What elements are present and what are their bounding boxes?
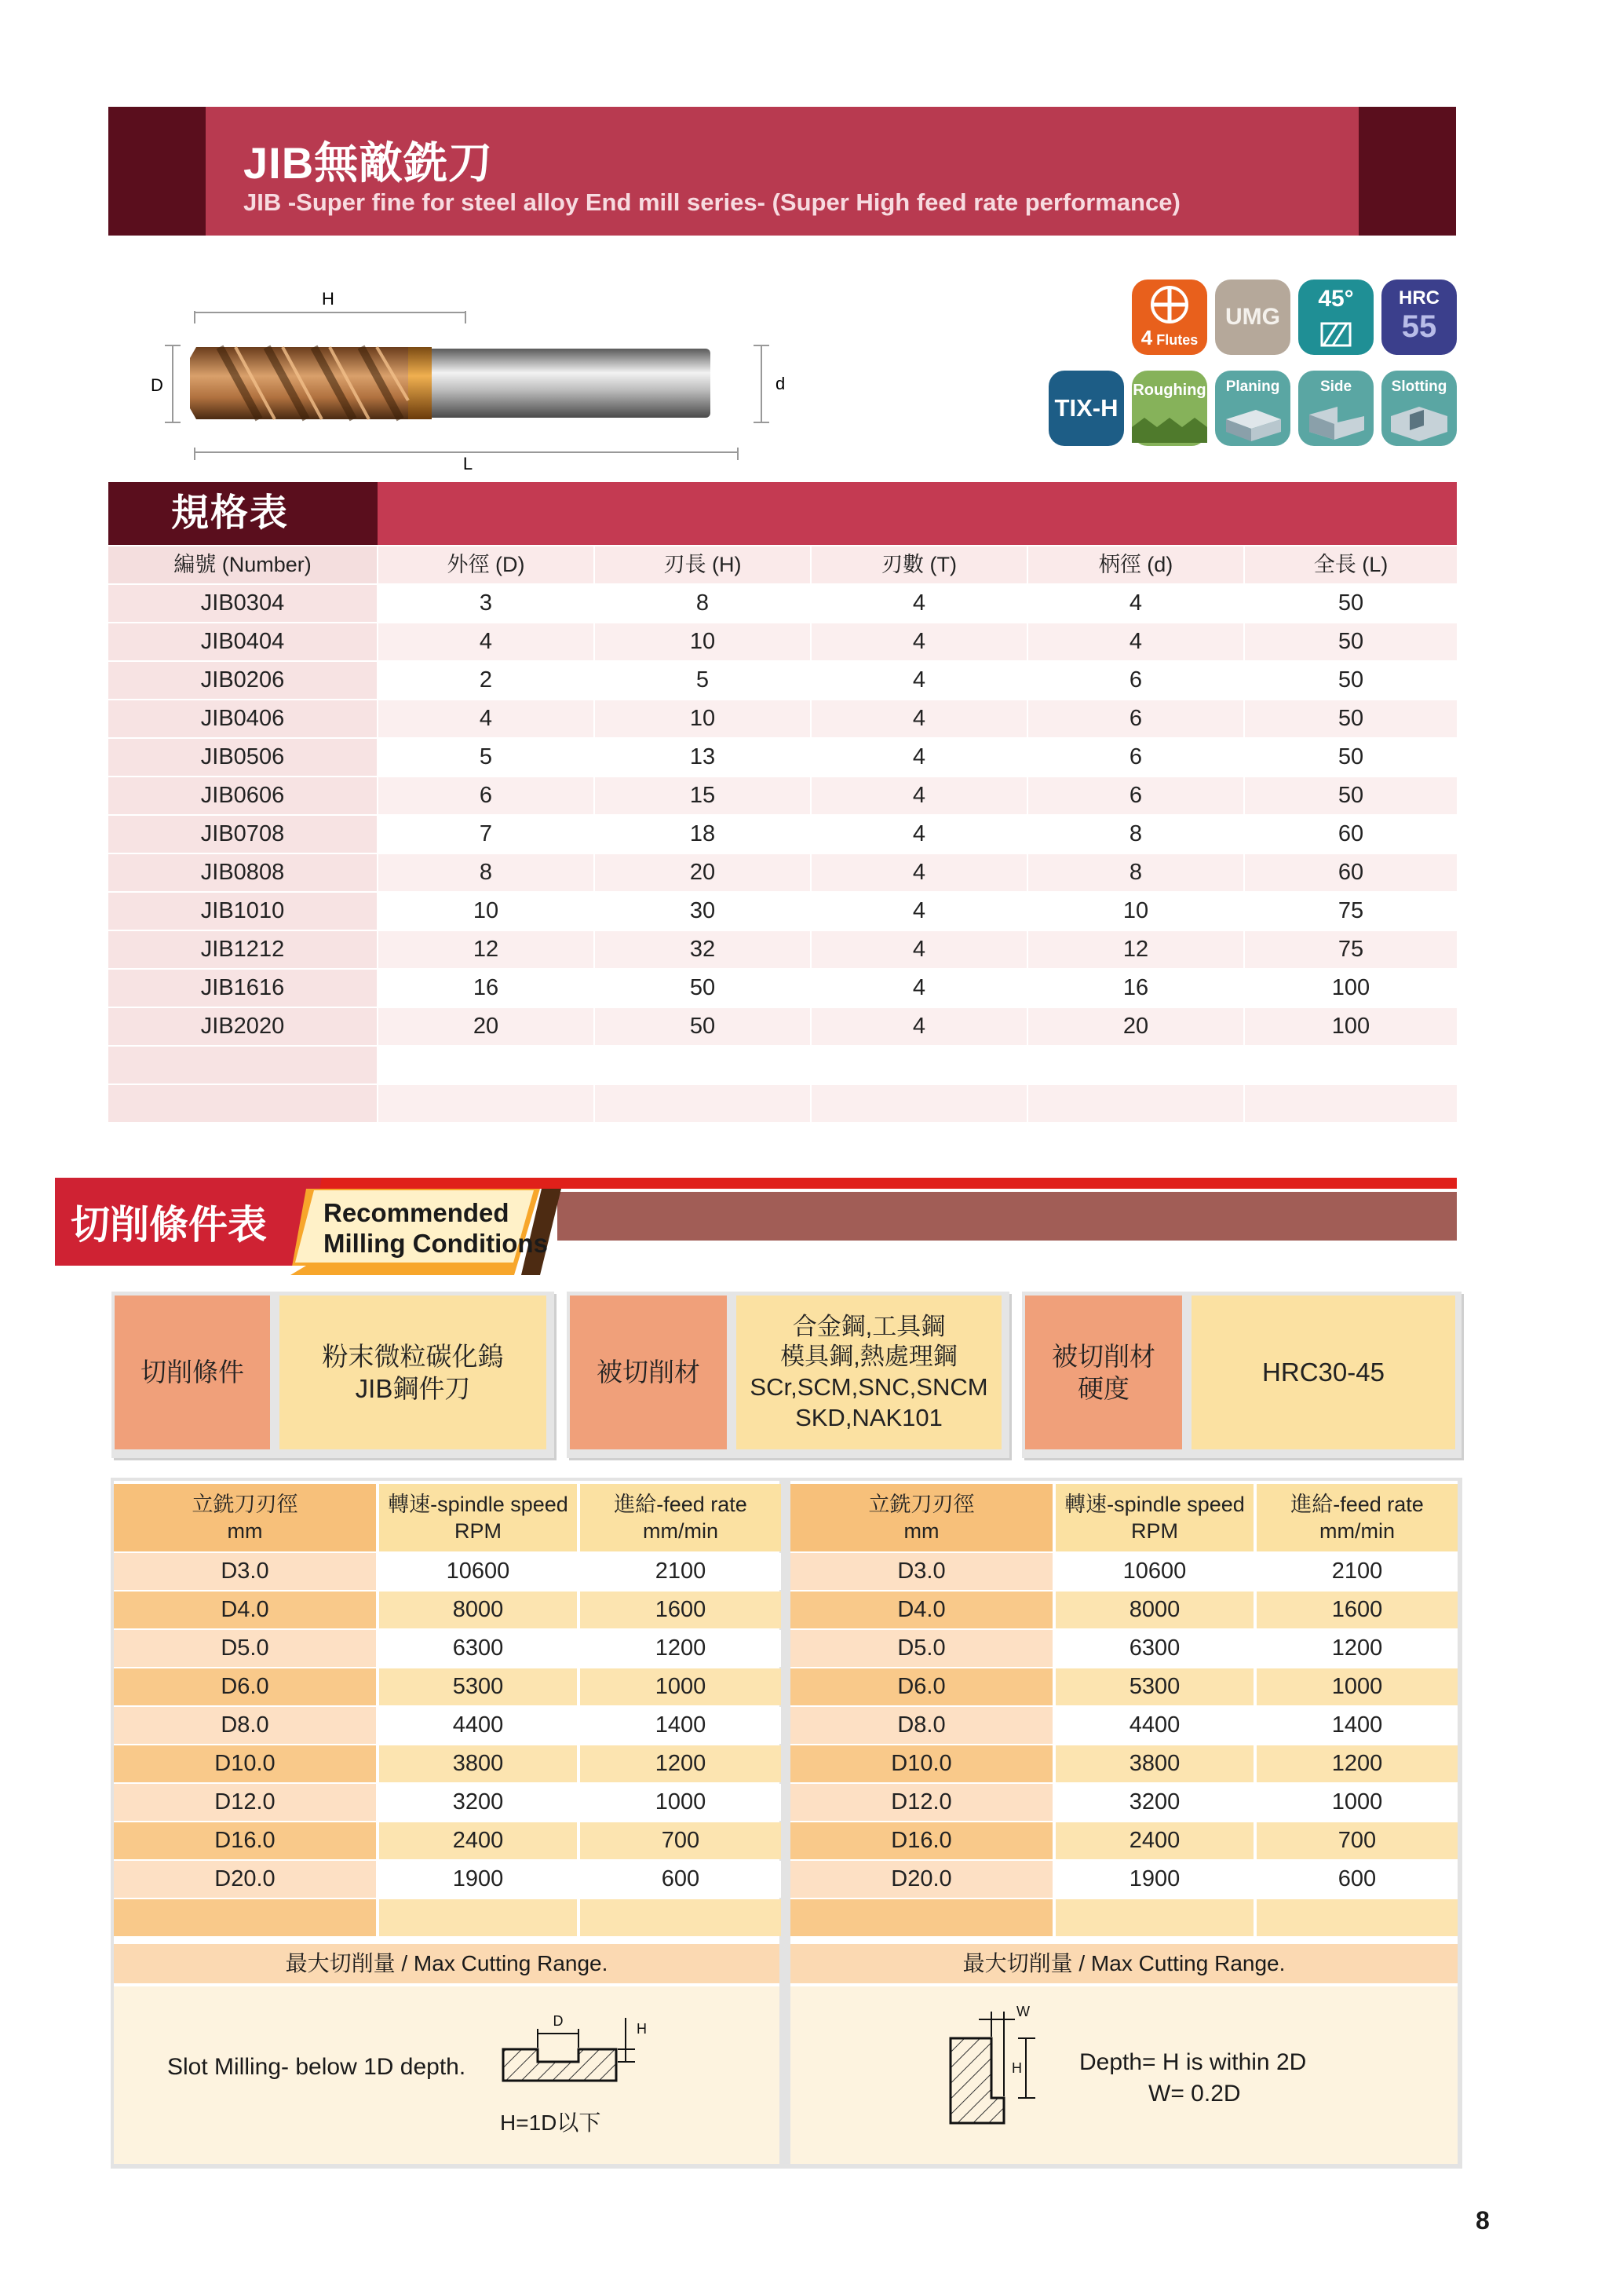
material-line-1: 合金鋼,工具鋼 bbox=[792, 1312, 946, 1340]
cutting-value-cell: 1200 bbox=[1257, 1745, 1458, 1782]
spec-value-cell: 50 bbox=[595, 1008, 810, 1045]
cutting-table-row bbox=[114, 1668, 779, 1705]
cutting-value-cell: 1600 bbox=[580, 1592, 781, 1628]
cutting-diameter-cell: D8.0 bbox=[790, 1707, 1053, 1744]
spec-value-cell: 50 bbox=[1245, 662, 1457, 699]
spec-value-cell: 13 bbox=[595, 739, 810, 776]
milling-title-cn: 切削條件表 bbox=[71, 1202, 267, 1248]
spec-value-cell: 20 bbox=[378, 1008, 593, 1045]
material-label-box bbox=[570, 1296, 727, 1449]
spec-value-cell: 6 bbox=[1028, 777, 1243, 814]
cutting-value-cell: 1200 bbox=[580, 1630, 781, 1667]
spec-value-cell: 75 bbox=[1245, 893, 1457, 930]
header-right-cap bbox=[1359, 107, 1456, 236]
spec-value-cell: 8 bbox=[1028, 816, 1243, 853]
side-depth-text: Depth= H is within 2D bbox=[1079, 2049, 1307, 2075]
page-number: 8 bbox=[1476, 2206, 1490, 2235]
cutting-table-row bbox=[114, 1707, 779, 1744]
flutes-label: Flutes bbox=[1156, 332, 1199, 348]
cutting-value-cell: 1000 bbox=[580, 1668, 781, 1705]
header-left-cap bbox=[108, 107, 206, 236]
side-width-text: W= 0.2D bbox=[1148, 2081, 1241, 2107]
cutting-value-cell: 8000 bbox=[1056, 1592, 1254, 1628]
planing-icon bbox=[1215, 371, 1290, 446]
spec-number-cell: JIB1616 bbox=[108, 970, 377, 1007]
spec-value-cell bbox=[1028, 1085, 1243, 1122]
spec-value-cell: 10 bbox=[595, 623, 810, 660]
spec-value-cell: 4 bbox=[812, 816, 1027, 853]
cutting-col-header-line: 轉速-spindle speed bbox=[388, 1493, 568, 1516]
spec-value-cell bbox=[1245, 1085, 1457, 1122]
cutting-table-row bbox=[790, 1899, 1456, 1936]
page-subtitle: JIB -Super fine for steel alloy End mill series- (Super High feed rate performance) bbox=[243, 188, 1181, 216]
cutting-diameter-cell: D4.0 bbox=[790, 1592, 1053, 1628]
spec-value-cell: 50 bbox=[1245, 585, 1457, 622]
spec-table-row bbox=[108, 893, 1457, 930]
spec-value-cell: 8 bbox=[378, 854, 593, 891]
spec-value-cell: 7 bbox=[378, 816, 593, 853]
cutting-value-cell: 3800 bbox=[379, 1745, 577, 1782]
cutting-table-row bbox=[114, 1745, 779, 1782]
dim-D-label: D bbox=[151, 375, 163, 395]
cutting-diameter-cell: D6.0 bbox=[790, 1668, 1053, 1705]
spec-value-cell: 15 bbox=[595, 777, 810, 814]
cutting-table-row bbox=[114, 1899, 779, 1936]
hardness-label-box bbox=[1025, 1296, 1182, 1449]
dim-L-label: L bbox=[462, 454, 473, 473]
spec-value-cell: 4 bbox=[378, 623, 593, 660]
hrc-label: HRC bbox=[1399, 287, 1440, 309]
cond-value-1: 粉末微粒碳化鎢 bbox=[322, 1341, 504, 1371]
cutting-diameter-cell: D20.0 bbox=[790, 1861, 1053, 1898]
cutting-value-cell: 4400 bbox=[1056, 1707, 1254, 1744]
spec-col-header: 外徑 (D) bbox=[378, 546, 593, 583]
cutting-diameter-cell bbox=[114, 1899, 376, 1936]
spec-number-cell: JIB1212 bbox=[108, 931, 377, 968]
cutting-col-header-line: mm/min bbox=[643, 1519, 718, 1543]
spec-value-cell: 8 bbox=[595, 585, 810, 622]
spec-value-cell: 4 bbox=[1028, 585, 1243, 622]
spec-value-cell: 4 bbox=[812, 662, 1027, 699]
cutting-value-cell bbox=[379, 1899, 577, 1936]
spec-value-cell: 12 bbox=[378, 931, 593, 968]
cutting-value-cell: 4400 bbox=[379, 1707, 577, 1744]
spec-table-row bbox=[108, 816, 1457, 853]
cutting-value-cell: 1400 bbox=[580, 1707, 781, 1744]
spec-table-row bbox=[108, 854, 1457, 891]
spec-value-cell: 3 bbox=[378, 585, 593, 622]
spec-number-cell: JIB2020 bbox=[108, 1008, 377, 1045]
cutting-table-row bbox=[790, 1553, 1456, 1590]
spec-col-header: 編號 (Number) bbox=[108, 546, 377, 583]
spec-value-cell: 6 bbox=[1028, 739, 1243, 776]
cutting-col-header bbox=[114, 1484, 376, 1551]
spec-value-cell: 32 bbox=[595, 931, 810, 968]
spec-value-cell bbox=[812, 1085, 1027, 1122]
cutting-col-header bbox=[1056, 1484, 1254, 1551]
spec-table-row bbox=[108, 739, 1457, 776]
spec-value-cell: 4 bbox=[812, 739, 1027, 776]
spec-table-row bbox=[108, 931, 1457, 968]
spec-value-cell: 4 bbox=[812, 700, 1027, 737]
spec-table-row bbox=[108, 777, 1457, 814]
cutting-col-header-line: RPM bbox=[454, 1519, 502, 1543]
cutting-value-cell: 1900 bbox=[1056, 1861, 1254, 1898]
spec-table-row bbox=[108, 623, 1457, 660]
four-flutes-icon bbox=[1132, 280, 1207, 355]
cutting-value-cell: 1200 bbox=[580, 1745, 781, 1782]
header-band bbox=[108, 107, 1456, 236]
side-label: Side bbox=[1319, 378, 1352, 395]
spec-value-cell: 6 bbox=[378, 777, 593, 814]
cutting-diameter-cell: D16.0 bbox=[114, 1822, 376, 1859]
spec-col-header: 刃數 (T) bbox=[812, 546, 1027, 583]
planing-label: Planing bbox=[1225, 378, 1280, 395]
cutting-value-cell: 5300 bbox=[1056, 1668, 1254, 1705]
spec-value-cell bbox=[595, 1085, 810, 1122]
side-milling-panel bbox=[790, 1986, 1458, 2164]
spec-table-row bbox=[108, 970, 1457, 1007]
spec-value-cell: 60 bbox=[1245, 816, 1457, 853]
spec-value-cell: 20 bbox=[1028, 1008, 1243, 1045]
cutting-value-cell: 3200 bbox=[1056, 1784, 1254, 1821]
spec-table-row bbox=[108, 662, 1457, 699]
side-H-label: H bbox=[1012, 2060, 1022, 2076]
cutting-value-cell: 1000 bbox=[1257, 1784, 1458, 1821]
slot-milling-panel bbox=[114, 1986, 779, 2164]
spec-number-cell: JIB0304 bbox=[108, 585, 377, 622]
cutting-table-row bbox=[790, 1630, 1456, 1667]
milling-title-en1: Recommended bbox=[323, 1198, 509, 1227]
cutting-value-cell: 2400 bbox=[379, 1822, 577, 1859]
cutting-value-cell: 10600 bbox=[379, 1553, 577, 1590]
spec-col-header: 刃長 (H) bbox=[595, 546, 810, 583]
cutting-table-row bbox=[114, 1592, 779, 1628]
spec-value-cell: 4 bbox=[812, 777, 1027, 814]
spec-value-cell: 5 bbox=[595, 662, 810, 699]
spec-value-cell bbox=[595, 1047, 810, 1084]
cutting-value-cell: 2100 bbox=[1257, 1553, 1458, 1590]
umg-icon: UMG bbox=[1215, 280, 1290, 355]
spec-value-cell: 10 bbox=[378, 893, 593, 930]
side-W-label: W bbox=[1016, 2004, 1030, 2019]
cutting-diameter-cell: D5.0 bbox=[790, 1630, 1053, 1667]
spec-number-cell: JIB0406 bbox=[108, 700, 377, 737]
cutting-value-cell: 700 bbox=[580, 1822, 781, 1859]
cutting-value-cell bbox=[580, 1899, 781, 1936]
spec-value-cell bbox=[378, 1047, 593, 1084]
spec-value-cell: 18 bbox=[595, 816, 810, 853]
cutting-diameter-cell: D6.0 bbox=[114, 1668, 376, 1705]
cutting-table-row bbox=[790, 1861, 1456, 1898]
spec-value-cell: 50 bbox=[1245, 700, 1457, 737]
cutting-col-header-line: mm bbox=[227, 1519, 263, 1543]
spec-value-cell: 4 bbox=[812, 585, 1027, 622]
cond-value-2: JIB鋼件刀 bbox=[355, 1374, 471, 1403]
hardness-label-2: 硬度 bbox=[1078, 1374, 1130, 1403]
spec-value-cell: 20 bbox=[595, 854, 810, 891]
cutting-table-row bbox=[114, 1784, 779, 1821]
cutting-col-header-line: RPM bbox=[1131, 1519, 1178, 1543]
slot-formula: H=1D以下 bbox=[500, 2110, 601, 2135]
spec-value-cell: 60 bbox=[1245, 854, 1457, 891]
cutting-value-cell: 600 bbox=[1257, 1861, 1458, 1898]
spec-value-cell bbox=[812, 1047, 1027, 1084]
cutting-col-header-line: 轉速-spindle speed bbox=[1064, 1493, 1245, 1516]
spec-col-header: 全長 (L) bbox=[1245, 546, 1457, 583]
cutting-table-row bbox=[790, 1784, 1456, 1821]
side-milling-icon bbox=[1298, 371, 1374, 446]
spec-value-cell: 4 bbox=[1028, 623, 1243, 660]
cutting-diameter-cell: D12.0 bbox=[114, 1784, 376, 1821]
cutting-diameter-cell: D4.0 bbox=[114, 1592, 376, 1628]
material-line-2: 模具鋼,熱處理鋼 bbox=[780, 1343, 958, 1371]
material-line-4: SKD,NAK101 bbox=[795, 1403, 943, 1431]
page-title: JIB無敵銑刀 bbox=[243, 138, 494, 188]
spec-value-cell: 8 bbox=[1028, 854, 1243, 891]
spec-value-cell: 6 bbox=[1028, 700, 1243, 737]
cutting-table-row bbox=[114, 1553, 779, 1590]
spec-value-cell: 50 bbox=[1245, 739, 1457, 776]
slot-D-label: D bbox=[553, 2013, 564, 2029]
spec-col-header: 柄徑 (d) bbox=[1028, 546, 1243, 583]
material-value-box bbox=[736, 1296, 1002, 1449]
spec-table-title-bar bbox=[108, 482, 1457, 545]
spec-value-cell: 10 bbox=[1028, 893, 1243, 930]
cutting-table-row bbox=[790, 1592, 1456, 1628]
spec-value-cell: 100 bbox=[1245, 970, 1457, 1007]
dim-d-label: d bbox=[776, 374, 786, 393]
milling-title-en2: Milling Conditions bbox=[323, 1229, 548, 1258]
cutting-diameter-cell: D16.0 bbox=[790, 1822, 1053, 1859]
cutting-value-cell: 700 bbox=[1257, 1822, 1458, 1859]
cutting-col-header-line: 立銑刀刃徑 bbox=[192, 1493, 298, 1516]
spec-number-cell: JIB0606 bbox=[108, 777, 377, 814]
cutting-col-header-line: mm/min bbox=[1319, 1519, 1395, 1543]
spec-number-cell: JIB0708 bbox=[108, 816, 377, 853]
cutting-value-cell: 2100 bbox=[580, 1553, 781, 1590]
helix-angle-value: 45° bbox=[1318, 286, 1354, 312]
slotting-label: Slotting bbox=[1391, 378, 1447, 395]
cutting-table-row bbox=[790, 1745, 1456, 1782]
cutting-table-row bbox=[114, 1822, 779, 1859]
spec-value-cell: 50 bbox=[1245, 623, 1457, 660]
hrc-icon bbox=[1381, 280, 1457, 355]
spec-value-cell: 16 bbox=[378, 970, 593, 1007]
roughing-icon bbox=[1132, 371, 1207, 446]
spec-table-title: 規格表 bbox=[108, 482, 378, 545]
spec-value-cell bbox=[1245, 1047, 1457, 1084]
spec-value-cell: 4 bbox=[812, 623, 1027, 660]
cutting-value-cell: 1200 bbox=[1257, 1630, 1458, 1667]
slot-milling-text: Slot Milling- below 1D depth. bbox=[167, 2054, 466, 2080]
cutting-value-cell: 5300 bbox=[379, 1668, 577, 1705]
end-mill-drawing bbox=[149, 283, 786, 479]
hardness-label-1: 被切削材 bbox=[1052, 1341, 1155, 1371]
spec-value-cell: 10 bbox=[595, 700, 810, 737]
spec-value-cell: 12 bbox=[1028, 931, 1243, 968]
cutting-col-header-line: 立銑刀刃徑 bbox=[868, 1493, 975, 1516]
cutting-table-row bbox=[790, 1822, 1456, 1859]
cutting-value-cell: 600 bbox=[580, 1861, 781, 1898]
cutting-value-cell: 2400 bbox=[1056, 1822, 1254, 1859]
dim-H-label: H bbox=[322, 289, 334, 309]
spec-value-cell bbox=[1028, 1047, 1243, 1084]
cutting-col-header-line: 進給-feed rate bbox=[1290, 1493, 1424, 1516]
spec-value-cell: 75 bbox=[1245, 931, 1457, 968]
spec-value-cell: 2 bbox=[378, 662, 593, 699]
cutting-diameter-cell: D3.0 bbox=[790, 1553, 1053, 1590]
cutting-value-cell: 10600 bbox=[1056, 1553, 1254, 1590]
spec-value-cell: 4 bbox=[812, 970, 1027, 1007]
max-range-header-left: 最大切削量 / Max Cutting Range. bbox=[114, 1944, 779, 1983]
spec-table-row bbox=[108, 700, 1457, 737]
cutting-diameter-cell: D3.0 bbox=[114, 1553, 376, 1590]
max-range-header-right: 最大切削量 / Max Cutting Range. bbox=[790, 1944, 1458, 1983]
cutting-value-cell bbox=[1056, 1899, 1254, 1936]
cond-label: 切削條件 bbox=[141, 1358, 244, 1387]
cutting-value-cell: 6300 bbox=[1056, 1630, 1254, 1667]
cutting-diameter-cell bbox=[790, 1899, 1053, 1936]
cutting-diameter-cell: D20.0 bbox=[114, 1861, 376, 1898]
cutting-table-row bbox=[114, 1630, 779, 1667]
spec-value-cell bbox=[378, 1085, 593, 1122]
spec-value-cell: 50 bbox=[1245, 777, 1457, 814]
cutting-value-cell: 1400 bbox=[1257, 1707, 1458, 1744]
roughing-label: Roughing bbox=[1133, 382, 1206, 399]
spec-number-cell: JIB0506 bbox=[108, 739, 377, 776]
cutting-value-cell bbox=[1257, 1899, 1458, 1936]
hardness-value: HRC30-45 bbox=[1262, 1358, 1385, 1387]
cutting-diameter-cell: D10.0 bbox=[790, 1745, 1053, 1782]
spec-value-cell: 4 bbox=[812, 931, 1027, 968]
spec-value-cell: 4 bbox=[812, 854, 1027, 891]
cutting-table-row bbox=[790, 1668, 1456, 1705]
cutting-value-cell: 1000 bbox=[1257, 1668, 1458, 1705]
cutting-diameter-cell: D5.0 bbox=[114, 1630, 376, 1667]
spec-number-cell: JIB0206 bbox=[108, 662, 377, 699]
tix-h-coating-icon: TIX-H bbox=[1049, 371, 1124, 446]
cutting-value-cell: 1000 bbox=[580, 1784, 781, 1821]
spec-number-cell: JIB0404 bbox=[108, 623, 377, 660]
spec-number-cell: JIB0808 bbox=[108, 854, 377, 891]
spec-number-cell: JIB1010 bbox=[108, 893, 377, 930]
helix-angle-icon bbox=[1298, 280, 1374, 355]
spec-value-cell: 100 bbox=[1245, 1008, 1457, 1045]
cond-value-box bbox=[279, 1296, 546, 1449]
spec-table-row bbox=[108, 1047, 1457, 1084]
cutting-value-cell: 3800 bbox=[1056, 1745, 1254, 1782]
spec-value-cell: 4 bbox=[378, 700, 593, 737]
cutting-value-cell: 1900 bbox=[379, 1861, 577, 1898]
slotting-icon bbox=[1381, 371, 1457, 446]
spec-value-cell: 30 bbox=[595, 893, 810, 930]
spec-value-cell: 4 bbox=[812, 1008, 1027, 1045]
cutting-col-header bbox=[790, 1484, 1053, 1551]
spec-table-header bbox=[108, 546, 1457, 583]
cutting-diameter-cell: D10.0 bbox=[114, 1745, 376, 1782]
cutting-col-header bbox=[1257, 1484, 1458, 1551]
cutting-value-cell: 1600 bbox=[1257, 1592, 1458, 1628]
material-label: 被切削材 bbox=[597, 1358, 700, 1387]
hardness-value-box bbox=[1192, 1296, 1455, 1449]
cutting-diameter-cell: D12.0 bbox=[790, 1784, 1053, 1821]
spec-table-row bbox=[108, 1085, 1457, 1122]
cutting-col-header-line: 進給-feed rate bbox=[614, 1493, 747, 1516]
spec-number-cell bbox=[108, 1047, 377, 1084]
spec-value-cell: 6 bbox=[1028, 662, 1243, 699]
spec-number-cell bbox=[108, 1085, 377, 1122]
spec-value-cell: 50 bbox=[595, 970, 810, 1007]
spec-table-row bbox=[108, 1008, 1457, 1045]
spec-table-row bbox=[108, 585, 1457, 622]
cutting-value-cell: 6300 bbox=[379, 1630, 577, 1667]
cond-label-box bbox=[115, 1296, 270, 1449]
flutes-number: 4 bbox=[1140, 326, 1153, 349]
milling-conditions-banner bbox=[55, 1178, 1460, 1280]
cutting-table-row bbox=[790, 1707, 1456, 1744]
cutting-table-row bbox=[114, 1861, 779, 1898]
material-line-3: SCr,SCM,SNC,SNCM bbox=[750, 1373, 988, 1401]
cutting-diameter-cell: D8.0 bbox=[114, 1707, 376, 1744]
spec-value-cell: 16 bbox=[1028, 970, 1243, 1007]
cutting-value-cell: 8000 bbox=[379, 1592, 577, 1628]
slot-H-label: H bbox=[637, 2021, 647, 2037]
cutting-value-cell: 3200 bbox=[379, 1784, 577, 1821]
spec-value-cell: 5 bbox=[378, 739, 593, 776]
cutting-col-header bbox=[580, 1484, 781, 1551]
side-milling-diagram bbox=[940, 2001, 1049, 2150]
cutting-col-header bbox=[379, 1484, 577, 1551]
cutting-col-header-line: mm bbox=[903, 1519, 940, 1543]
spec-value-cell: 4 bbox=[812, 893, 1027, 930]
hrc-value: 55 bbox=[1401, 309, 1437, 344]
